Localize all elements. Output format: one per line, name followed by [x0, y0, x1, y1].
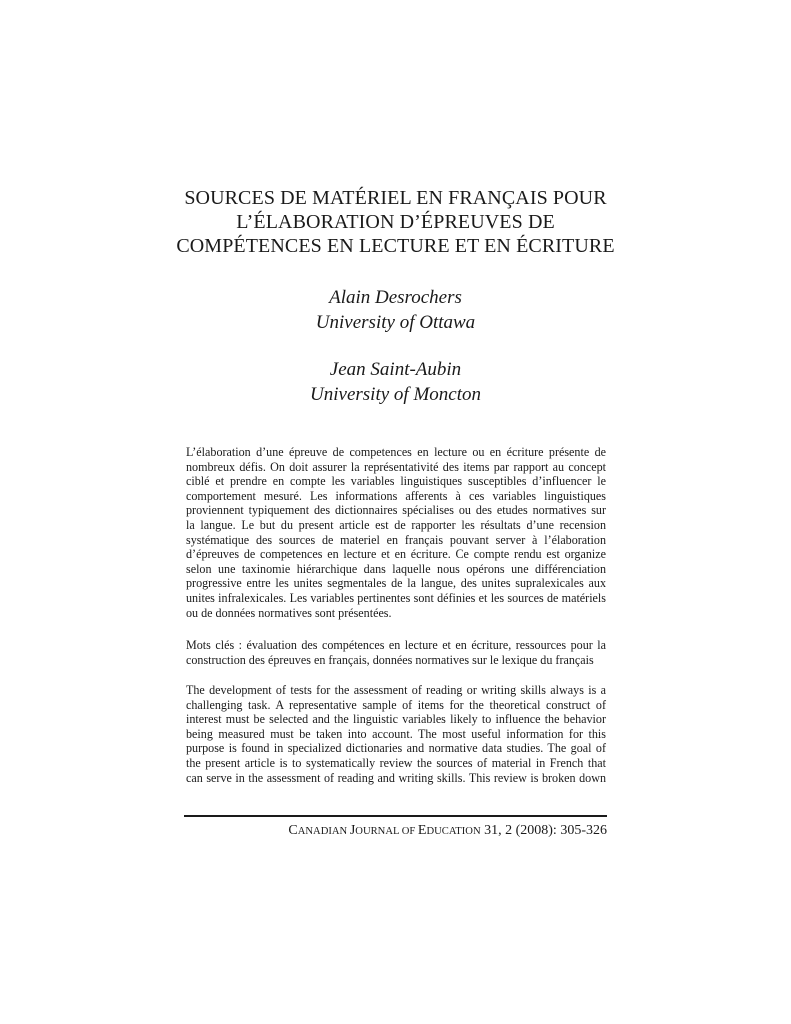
abstract-line: can serve in the assessment of reading and writing skills. This review is broken down — [186, 770, 606, 785]
abstract-line: la langue. Le but du present article est de rapporter les résultats d’une recension — [186, 517, 606, 532]
journal-smallcaps: ANADIAN — [297, 826, 350, 837]
keywords-line: Mots clés : évaluation des compétences en lecture et en écriture, ressources pour la — [186, 638, 606, 652]
journal-initial: J — [349, 823, 356, 838]
article-title — [150, 186, 641, 258]
abstract-line: L’élaboration d’une épreuve de competences en lecture ou en écriture présente de — [186, 445, 606, 459]
journal-volume-pages: 31, 2 (2008): 305-326 — [480, 823, 607, 838]
author-name: Jean Saint-Aubin — [329, 359, 462, 380]
abstract-english — [186, 683, 606, 785]
journal-initial: E — [417, 823, 427, 838]
abstract-line: being measured must be taken into account. The most useful information for this — [186, 726, 606, 741]
journal-smallcaps: DUCATION — [426, 826, 481, 837]
journal-name — [288, 823, 480, 838]
journal-citation — [184, 823, 607, 840]
title-line: COMPÉTENCES EN LECTURE ET EN ÉCRITURE — [176, 235, 615, 257]
abstract-french — [186, 445, 606, 620]
journal-initial: C — [288, 823, 298, 838]
author-block — [150, 285, 641, 335]
abstract-line: systématique des sources de materiel en français pouvant server à l’élaboration — [186, 532, 606, 547]
author-affiliation: University of Ottawa — [315, 312, 476, 333]
abstract-line: nombreux défis. On doit assurer la représentativité des items par rapport au concept — [186, 459, 606, 474]
journal-smallcaps: OURNAL OF — [355, 826, 418, 837]
title-line: SOURCES DE MATÉRIEL EN FRANÇAIS POUR — [184, 187, 607, 209]
keywords-line: construction des épreuves en français, données normatives sur le lexique du français — [186, 652, 594, 667]
abstract-line: purpose is found in specialized dictionaries and normative data studies. The goal of — [186, 741, 606, 756]
abstract-line: ciblé et prendre en compte les variables linguistiques susceptibles d’influencer le — [186, 474, 606, 489]
abstract-line: selon une taxinomie hiérarchique dans laquelle nous opérons une différenciation — [186, 561, 606, 576]
abstract-line: The development of tests for the assessment of reading or writing skills always is a — [186, 683, 606, 697]
abstract-line: d’épreuves de competences en lecture et en écriture. Ce compte rendu est organize — [186, 547, 606, 562]
title-line: L’ÉLABORATION D’ÉPREUVES DE — [236, 211, 555, 233]
abstract-line: comportement mesuré. Les informations afferents à ces variables linguistiques — [186, 488, 606, 503]
abstract-line: ou de données normatives sont présentées. — [186, 605, 392, 620]
keywords-french — [186, 638, 606, 667]
author-affiliation: University of Moncton — [310, 384, 481, 405]
abstract-line: the present article is to systematically review the sources of material in French that — [186, 755, 606, 770]
abstract-line: challenging task. A representative sample of items for the theoretical construct of — [186, 697, 606, 712]
abstract-line: progressive entre les unites segmentales de la langue, des unites supralexicales aux — [186, 576, 606, 591]
author-block — [150, 357, 641, 407]
author-name: Alain Desrochers — [329, 287, 462, 308]
abstract-line: interest must be selected and the linguistic variables likely to influence the behavior — [186, 712, 606, 727]
abstract-line: proviennent typiquement des dictionnaires spécialises ou des etudes normatives sur — [186, 503, 606, 518]
abstract-line: unites infralexicales. Les variables pertinentes sont définies et les sources de matériels — [186, 590, 606, 605]
footer-rule — [184, 815, 607, 817]
